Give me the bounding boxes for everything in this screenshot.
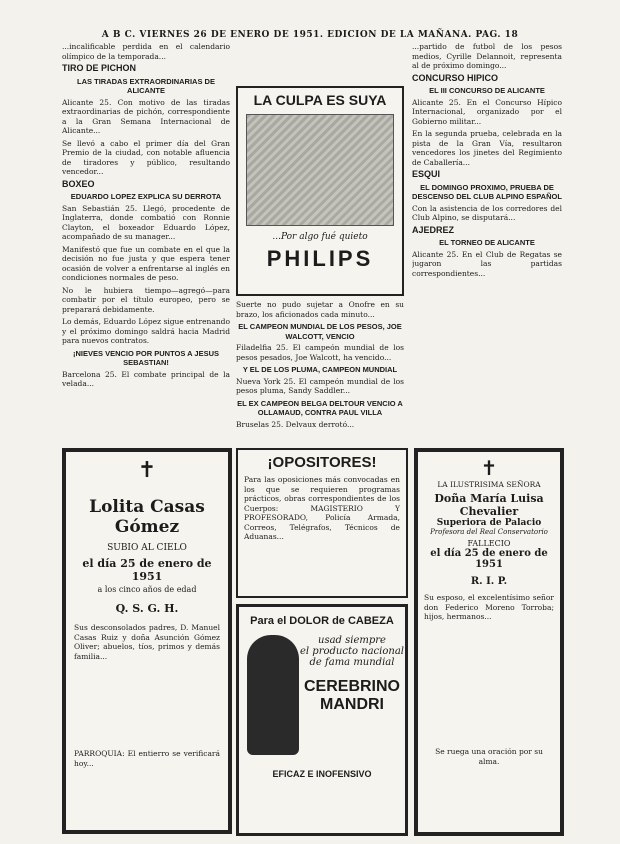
- section-ajedrez: AJEDREZ: [412, 224, 455, 235]
- philips-illustration: [246, 114, 394, 226]
- cerebrino-line2: usad siempre: [318, 635, 386, 646]
- column-1: ...incalificable perdida en el calendario olímpico de la temporada... TIRO DE PICHON LAS TIRADAS EXTRAORDINARIAS DE ALICANTE Alicante 25. Con motivo de las tiradas extraordinarias de pichón, correspondiente a la Gran Semana Internacional de Alicante... Se llevó a cabo el primer día del Gran Premio de la ciudad, con notable afluencia de tiradores y público, resultando vencedor... BOXEO EDUARDO LOPEZ EXPLICA SU DERROTA San Sebastián 25. Llegó, procedente de Inglaterra, donde combatió con Ronnie Clayton, el boxeador Eduardo López, acompañado de su manager... Manifestó que fue un combate en el que la decisión no fue justa y que espera tener ocasión de volver a enfrentarse al inglés en condiciones normales de peso. No le hubiera tiempo—agregó—para combatir por el título europeo, pero se preparará debidamente. Lo demás, Eduardo López sigue entrenando y el próximo domingo saldrá hacia Madrid para nuevos contratos. ¡NIEVES VENCIO POR PUNTOS A JESUS SEBASTIAN! Barcelona 25. El combate principal de la velada...: [62, 42, 230, 388]
- obit2-role: Superiora de Palacio: [436, 518, 542, 528]
- philips-title: LA CULPA ES SUYA: [253, 92, 387, 108]
- section-esqui: ESQUI: [412, 169, 441, 179]
- obit1-age: a los cinco años de edad: [97, 585, 197, 594]
- tiradas-body: Alicante 25. Con motivo de las tiradas extraordinarias de pichón, correspondiente a la Gran Semana Internacional de Alicante...: [62, 97, 230, 135]
- obit2-rip: R. I. P.: [470, 576, 508, 587]
- obit2-footer: Se ruega una oración por su alma.: [435, 747, 543, 766]
- esqui-body: Con la asistencia de los corredores del Club Alpino, se disputará...: [412, 203, 562, 222]
- col2-body2: Filadelfia 25. El campeón mundial de los pesos pesados, Joe Walcott, ha vencido...: [236, 343, 404, 362]
- philips-brand: PHILIPS: [266, 246, 374, 271]
- ajedrez-body: Alicante 25. En el Club de Regatas se jugaron las partidas correspondientes...: [412, 249, 562, 278]
- cerebrino-line4: de fama mundial: [309, 657, 395, 668]
- nieves-headline: ¡NIEVES VENCIO POR PUNTOS A JESUS SEBASTIAN!: [72, 348, 219, 367]
- cerebrino-line1: Para el DOLOR de CABEZA: [250, 615, 394, 627]
- obit2-died: FALLECIO: [467, 539, 511, 548]
- obit2-role2: Profesora del Real Conservatorio: [430, 528, 548, 536]
- obit2-name: Doña María Luisa Chevalier: [434, 492, 544, 518]
- tiradas-headline: LAS TIRADAS EXTRAORDINARIAS DE ALICANTE: [77, 76, 215, 95]
- col2-headline1: EL CAMPEON MUNDIAL DE LOS PESOS, JOE WALCOTT, VENCIO: [238, 322, 402, 341]
- obit1-date: el día 25 de enero de 1951: [82, 557, 212, 583]
- concurso-headline: EL III CONCURSO DE ALICANTE: [429, 86, 545, 95]
- esqui-headline: EL DOMINGO PROXIMO, PRUEBA DE DESCENSO DEL CLUB ALPINO ESPAÑOL: [412, 182, 562, 201]
- section-tiro: TIRO DE PICHON: [62, 63, 137, 73]
- obit1-rip: Q. S. G. H.: [115, 602, 179, 615]
- cross-icon: ✝: [137, 458, 157, 483]
- col2-body4: Bruselas 25. Delvaux derrotó...: [236, 419, 355, 429]
- opositores-body: Para las oposiciones más convocadas en los que se requieren programas prácticos, obras correspondientes de los Cuerpos: MAGISTERIO Y PROFESORADO, Policía Armada, Correos, Telégrafos, Técnicos de Aduanas...: [244, 475, 400, 541]
- eduardo-headline: EDUARDO LOPEZ EXPLICA SU DERROTA: [70, 192, 222, 201]
- section-boxeo: BOXEO: [62, 178, 95, 189]
- opositores-title: ¡OPOSITORES!: [267, 454, 377, 471]
- cross-icon: ✝: [480, 456, 498, 480]
- obit2-date: el día 25 de enero de 1951: [430, 548, 548, 570]
- column-3: ...partido de futbol de los pesos medios, Cyrille Delannoit, representa al de próximo domingo... CONCURSO HIPICO EL III CONCURSO DE ALICANTE Alicante 25. En el Concurso Hípico Internacional, organizado por el Gobierno militar... En la segunda prueba, celebrada en la pista de la Gran Vía, resultaron vencedores los jinetes del Regimiento de Caballería... ESQUI EL DOMINGO PROXIMO, PRUEBA DE DESCENSO DEL CLUB ALPINO ESPAÑOL Con la asistencia de los corredores del Club Alpino, se disputará... AJEDREZ EL TORNEO DE ALICANTE Alicante 25. En el Club de Regatas se jugaron las partidas correspondientes...: [412, 42, 562, 278]
- obit2-body: Su esposo, el excelentísimo señor don Federico Moreno Torroba; hijos, hermanos...: [424, 593, 554, 621]
- section-concurso: CONCURSO HIPICO: [412, 72, 499, 83]
- obit1-name: Lolita Casas Gómez: [89, 497, 205, 537]
- head-illustration: [247, 635, 299, 755]
- concurso-body: Alicante 25. En el Concurso Hípico Internacional, organizado por el Gobierno militar...: [412, 97, 562, 126]
- cerebrino-footer: EFICAZ E INOFENSIVO: [272, 769, 372, 779]
- col2-body3: Nueva York 25. El campeón mundial de los pesos pluma, Sandy Saddler...: [236, 376, 404, 395]
- ajedrez-headline: EL TORNEO DE ALICANTE: [439, 238, 535, 247]
- philips-ad: [236, 86, 404, 296]
- cerebrino-brand2: MANDRI: [320, 696, 384, 713]
- col3-intro: ...partido de futbol de los pesos medios, Cyrille Delannoit, representa al de próximo domingo...: [412, 42, 562, 70]
- obituary-lolita: [62, 448, 232, 834]
- cerebrino-ad: [236, 604, 408, 836]
- column-2: [236, 300, 404, 440]
- eduardo-body: San Sebastián 25. Llegó, procedente de Inglaterra, donde combatió con Ronnie Clayton, el boxeador Eduardo López, acompañado de su manager...: [62, 203, 230, 241]
- obituary-chevalier: [414, 448, 564, 836]
- col2-headline2: Y EL DE LOS PLUMA, CAMPEON MUNDIAL: [242, 365, 398, 374]
- intro-text: ...incalificable perdida en el calendario olímpico de la temporada...: [62, 42, 230, 61]
- obit1-body: Sus desconsolados padres, D. Manuel Casas Ruiz y doña Asunción Gómez Oliver; abuelos, tíos, primos y demás familia...: [74, 623, 220, 661]
- col2-headline3: EL EX CAMPEON BELGA DELTOUR VENCIO A OLLAMAUD, CONTRA PAUL VILLA: [237, 398, 403, 417]
- obit2-intro: LA ILUSTRISIMA SEÑORA: [437, 480, 541, 489]
- page-header: A B C. VIERNES 26 DE ENERO DE 1951. EDICION DE LA MAÑANA. PAG. 18: [101, 30, 519, 40]
- obit1-footer: PARROQUIA: El entierro se verificará hoy...: [74, 749, 220, 768]
- col2-body1: Suerte no pudo sujetar a Onofre en su brazo, los aficionados cada minuto...: [236, 300, 404, 319]
- obit1-subtitle: SUBIO AL CIELO: [107, 543, 187, 553]
- cerebrino-line3: el producto nacional: [300, 646, 404, 657]
- philips-tagline: ...Por algo fué quieto: [272, 232, 368, 242]
- opositores-ad: [236, 448, 408, 598]
- nieves-body: Barcelona 25. El combate principal de la velada...: [62, 369, 230, 388]
- cerebrino-brand1: CEREBRINO: [303, 678, 400, 695]
